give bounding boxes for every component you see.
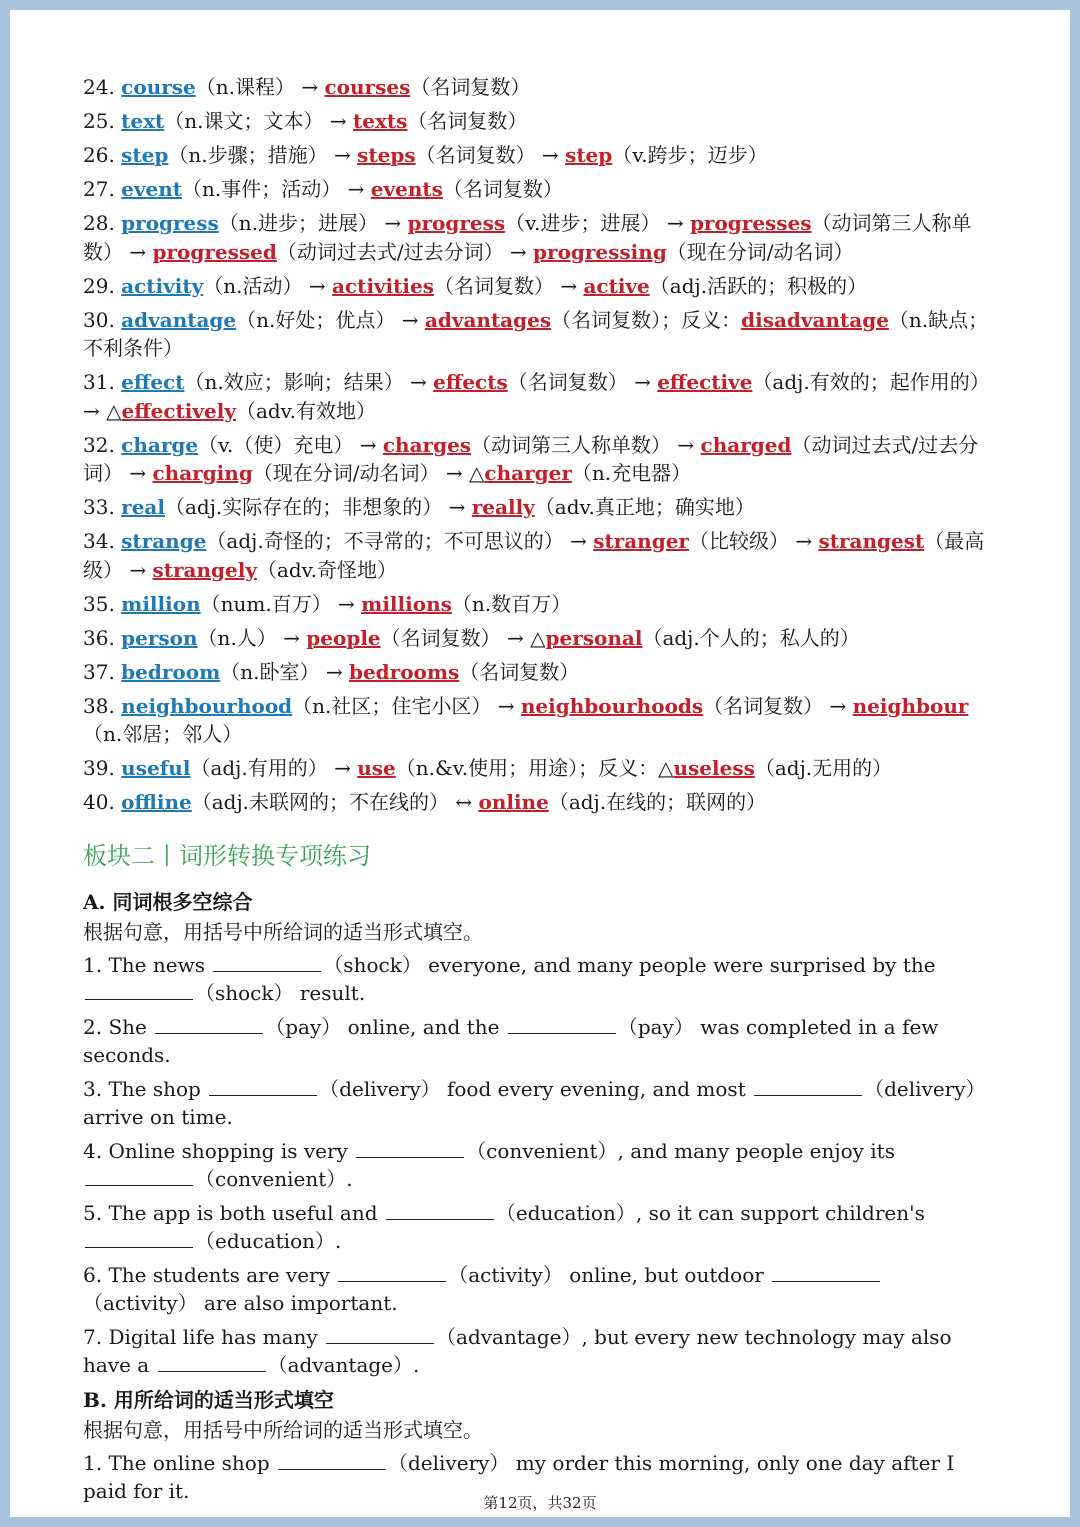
gloss-text: （adj.奇怪的；不寻常的；不可思议的） → (206, 529, 594, 553)
answer-blank[interactable] (338, 1263, 446, 1282)
gloss-text: （n.步骤；措施） → (168, 143, 358, 167)
gloss-text: （名词复数） → (703, 693, 853, 718)
base-word: event (121, 177, 183, 201)
derived-word: progresses (689, 211, 812, 235)
gloss-text: （动词过去式/过去分词） → (83, 432, 979, 485)
question-text: 1. The news (83, 952, 212, 977)
base-word: text (121, 109, 165, 133)
base-word: neighbourhood (121, 693, 293, 718)
derived-word: progress (407, 211, 506, 235)
gloss-text: 35. (83, 591, 122, 616)
gloss-text: （n.数百万） (451, 591, 572, 616)
gloss-text: （n.课程） → (195, 75, 325, 99)
derived-word: steps (357, 143, 416, 167)
base-word: useful (121, 756, 191, 780)
gloss-text: （v.进步；进展） → (505, 211, 690, 235)
gloss-text: （名词复数） (442, 177, 563, 201)
gloss-text: （adv.有效地） (235, 398, 376, 423)
gloss-text: （n.邻居；邻人） (83, 722, 243, 746)
question-item (83, 1137, 995, 1194)
section-title: 板块二丨词形转换专项练习 (83, 841, 371, 870)
question-text: （advantage）. (267, 1353, 420, 1377)
question-text: （shock） everyone, and many people were surprised by the (323, 952, 936, 977)
gloss-text: 31. (83, 370, 122, 394)
gloss-text: （n.活动） → (203, 273, 332, 298)
gloss-text: （n.社区；住宅小区） → (292, 693, 521, 718)
gloss-text: （adj.个人的；私人的） (642, 625, 860, 650)
question-text: 3. The shop (83, 1076, 208, 1101)
gloss-text: 29. (83, 273, 122, 298)
gloss-text: （名词复数） → (433, 273, 584, 298)
question-text: 5. The app is both useful and (83, 1200, 384, 1225)
question-text: （delivery） food every evening, and most (319, 1076, 753, 1101)
question-text: （pay） was completed in a few seconds. (83, 1014, 939, 1067)
part-b-title: B. 用所给词的适当形式填空 (83, 1387, 334, 1412)
answer-blank[interactable] (213, 953, 321, 972)
gloss-text: （adv.奇怪地） (256, 557, 397, 582)
question-text: （education）. (195, 1229, 342, 1253)
gloss-text: （v.跨步；迈步） (612, 143, 768, 167)
vocab-entry (83, 107, 995, 136)
vocab-entry (83, 788, 995, 817)
gloss-text: 40. (83, 790, 122, 814)
gloss-text: （名词复数） → △ (380, 625, 546, 650)
derived-word: millions (361, 591, 452, 616)
base-word: person (121, 625, 198, 650)
gloss-text: （n.好处；优点） → (236, 307, 425, 332)
base-word: progress (121, 211, 219, 235)
vocab-list (83, 73, 995, 817)
gloss-text: （最高级） → (83, 529, 985, 582)
base-word: activity (121, 273, 204, 298)
gloss-text: （名词复数） (407, 109, 528, 133)
derived-word: progressed (152, 239, 277, 264)
gloss-text: （名词复数） (410, 75, 531, 99)
gloss-text: （n.&v.使用；用途）；反义：△ (395, 756, 674, 780)
gloss-text: （adj.有效的；起作用的） → △ (83, 370, 990, 423)
base-word: strange (121, 529, 207, 553)
question-text: 7. Digital life has many (83, 1324, 325, 1349)
vocab-entry (83, 624, 995, 653)
gloss-text: （adj.未联网的；不在线的） ↔ (191, 790, 479, 814)
derived-word: bedrooms (348, 659, 460, 684)
base-word: charge (121, 432, 199, 457)
question-text: （activity） online, but outdoor (448, 1262, 771, 1287)
derived-word: activities (331, 273, 434, 298)
page-footer: 第12页，共32页 (483, 1494, 597, 1512)
derived-word: courses (324, 75, 411, 99)
derived-word: people (306, 625, 381, 650)
gloss-text: （adj.实际存在的；非想象的） → (165, 495, 472, 519)
gloss-text: 36. (83, 625, 122, 650)
answer-blank[interactable] (278, 1451, 386, 1470)
gloss-text: （现在分词/动名词） → △ (252, 461, 485, 485)
gloss-text: （adj.在线的；联网的） (548, 790, 767, 814)
question-text: 4. Online shopping is very (83, 1138, 355, 1163)
gloss-text: （num.百万） → (200, 591, 362, 616)
base-word: advantage (121, 307, 237, 332)
vocab-entry (83, 431, 995, 488)
question-text: 2. She (83, 1014, 154, 1039)
gloss-text: （名词复数） → (415, 143, 566, 167)
gloss-text: （n.进步；进展） → (218, 211, 408, 235)
answer-blank[interactable] (209, 1077, 317, 1096)
question-text: （shock） result. (195, 981, 366, 1005)
question-text: 6. The students are very (83, 1262, 337, 1287)
question-item (83, 1261, 995, 1318)
gloss-text: 32. (83, 432, 122, 457)
gloss-text: （n.人） → (197, 625, 307, 650)
question-item (83, 1075, 995, 1132)
derived-word: strangest (818, 529, 925, 553)
gloss-text: （名词复数）；反义： (551, 307, 742, 332)
derived-word: progressing (533, 239, 667, 264)
derived-word: neighbourhoods (520, 693, 704, 718)
answer-blank[interactable] (85, 1167, 193, 1186)
base-word: step (121, 143, 169, 167)
question-text: （pay） online, and the (265, 1014, 506, 1039)
gloss-text: 38. (83, 693, 122, 718)
derived-word: charging (152, 461, 253, 485)
vocab-entry (83, 493, 995, 522)
question-item (83, 951, 995, 1008)
gloss-text: 25. (83, 109, 122, 133)
question-item (83, 1323, 995, 1380)
question-text: （delivery） my order this morning, only one day after I paid for it. (83, 1450, 955, 1503)
answer-blank[interactable] (85, 1229, 193, 1248)
gloss-text: （n.充电器） (571, 461, 692, 485)
answer-blank[interactable] (386, 1201, 494, 1220)
page-content (83, 73, 995, 1511)
gloss-text: （名词复数） → (507, 370, 658, 394)
derived-word: useless (673, 756, 755, 780)
gloss-text: （adj.有用的） → (190, 756, 358, 780)
answer-blank[interactable] (158, 1353, 266, 1372)
gloss-text: 37. (83, 659, 122, 684)
derived-word: effective (657, 370, 753, 394)
gloss-text: （动词第三人称单数） → (471, 432, 701, 457)
derived-word: charged (700, 432, 792, 457)
question-text: （activity） are also important. (83, 1291, 398, 1315)
answer-blank[interactable] (326, 1325, 434, 1344)
part-b-instruction: 根据句意，用括号中所给词的适当形式填空。 (83, 1417, 483, 1442)
gloss-text: 26. (83, 143, 122, 167)
derived-word: really (471, 495, 535, 519)
part-a-instruction: 根据句意，用括号中所给词的适当形式填空。 (83, 919, 483, 944)
gloss-text: （动词过去式/过去分词） → (276, 239, 534, 264)
gloss-text: （现在分词/动名词） (666, 239, 854, 264)
derived-word: events (370, 177, 443, 201)
question-text: 1. The online shop (83, 1450, 276, 1475)
base-word: million (121, 591, 201, 616)
gloss-text: 24. (83, 75, 122, 99)
answer-blank[interactable] (155, 1015, 263, 1034)
gloss-text: （动词第三人称单数） → (83, 211, 972, 264)
gloss-text: （名词复数） (459, 659, 580, 684)
question-item (83, 1013, 995, 1070)
derived-word: use (357, 756, 396, 780)
vocab-entry (83, 754, 995, 783)
vocab-entry (83, 73, 995, 102)
gloss-text: （adv.真正地；确实地） (534, 495, 755, 519)
gloss-text: （adj.活跃的；积极的） (649, 273, 868, 298)
vocab-entry (83, 141, 995, 170)
answer-blank[interactable] (772, 1263, 880, 1282)
base-word: bedroom (121, 659, 221, 684)
question-text: （education）, so it can support children's (495, 1200, 925, 1225)
base-word: real (121, 495, 165, 519)
gloss-text: 28. (83, 211, 122, 235)
base-word: offline (121, 790, 192, 814)
answer-blank[interactable] (85, 981, 193, 1000)
derived-word: stranger (593, 529, 689, 553)
question-text: （delivery） arrive on time. (83, 1076, 986, 1129)
vocab-entry (83, 175, 995, 204)
document-page (10, 10, 1070, 1517)
answer-blank[interactable] (508, 1015, 616, 1034)
derived-word: charges (382, 432, 472, 457)
derived-word: effectively (121, 398, 236, 423)
vocab-entry (83, 306, 995, 363)
question-text: （convenient）. (195, 1167, 353, 1191)
vocab-entry (83, 658, 995, 687)
answer-blank[interactable] (356, 1139, 464, 1158)
question-text: （advantage）, but every new technology may also have a (83, 1324, 952, 1377)
derived-word: online (478, 790, 549, 814)
gloss-text: （n.缺点；不利条件） (83, 307, 989, 360)
derived-word: personal (545, 625, 643, 650)
derived-word: charger (484, 461, 572, 485)
gloss-text: （n.事件；活动） → (182, 177, 371, 201)
derived-word: effects (433, 370, 508, 394)
base-word: effect (121, 370, 185, 394)
base-word: course (121, 75, 196, 99)
part-a-title: A. 同词根多空综合 (83, 889, 253, 914)
gloss-text: （n.效应；影响；结果） → (184, 370, 434, 394)
derived-word: advantages (424, 307, 552, 332)
gloss-text: （n.课文；文本） → (164, 109, 354, 133)
vocab-entry (83, 368, 995, 425)
gloss-text: 33. (83, 495, 122, 519)
gloss-text: 34. (83, 529, 122, 553)
derived-word: disadvantage (741, 307, 889, 332)
vocab-entry (83, 590, 995, 619)
gloss-text: （adj.无用的） (754, 756, 893, 780)
derived-word: texts (353, 109, 408, 133)
gloss-text: （n.卧室） → (220, 659, 349, 684)
derived-word: strangely (152, 557, 257, 582)
derived-word: step (565, 143, 613, 167)
derived-word: active (583, 273, 650, 298)
gloss-text: 39. (83, 756, 122, 780)
question-item (83, 1199, 995, 1256)
part-a-questions (83, 951, 995, 1380)
vocab-entry (83, 692, 995, 749)
vocab-entry (83, 272, 995, 301)
question-text: （convenient）, and many people enjoy its (466, 1138, 895, 1163)
vocab-entry (83, 209, 995, 266)
gloss-text: 30. (83, 307, 122, 332)
gloss-text: 27. (83, 177, 122, 201)
answer-blank[interactable] (754, 1077, 862, 1096)
gloss-text: （v.（使）充电） → (198, 432, 383, 457)
vocab-entry (83, 527, 995, 584)
derived-word: neighbour (852, 693, 969, 718)
gloss-text: （比较级） → (688, 529, 819, 553)
